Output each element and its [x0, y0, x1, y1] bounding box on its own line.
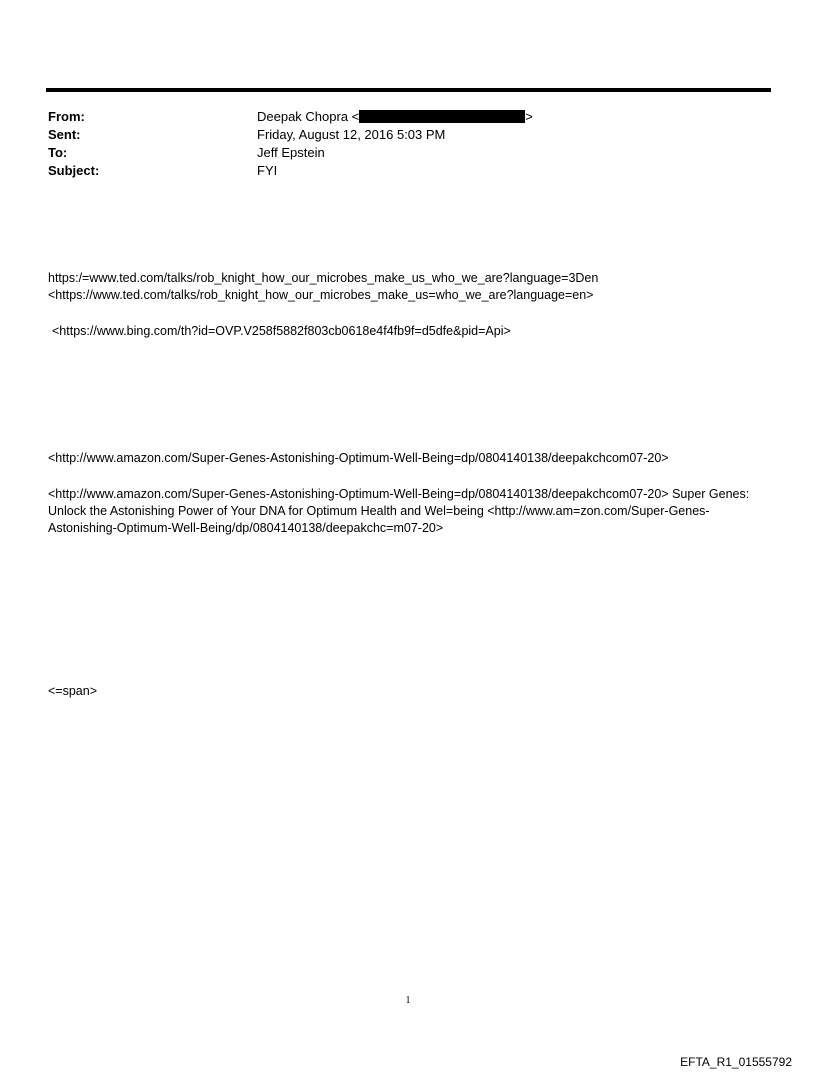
body-line-span: <=span>	[48, 684, 98, 698]
to-value: Jeff Epstein	[257, 145, 325, 160]
sent-row	[48, 126, 773, 144]
subject-row	[48, 162, 773, 180]
from-row	[48, 108, 773, 126]
from-tail: >	[525, 109, 533, 124]
page-number: 1	[405, 995, 411, 1006]
body-paragraph-amazon: <http://www.amazon.com/Super-Genes-Astonishing-Optimum-Well-Being=dp/0804140138/deepakchcom07-20> Super Genes: Unlock the Astonishing Power of Your DNA for Optimum Health and Wel=being <http://www.am=zon.com/Super-Genes-Astonishing-Optimum-Well-Being/dp/0804140138/deepakchc=m07-20>	[48, 487, 750, 535]
sent-label: Sent:	[48, 127, 81, 142]
redaction-box	[359, 110, 525, 123]
sent-value: Friday, August 12, 2016 5:03 PM	[257, 127, 446, 142]
to-label: To:	[48, 145, 68, 160]
header-rule	[46, 88, 771, 92]
body-line-amazon-1: <http://www.amazon.com/Super-Genes-Astonishing-Optimum-Well-Being=dp/0804140138/deepakchcom07-20>	[48, 451, 669, 465]
body-line-ted-1: https:/=www.ted.com/talks/rob_knight_how_our_microbes_make_us_who_we_are?language=3Den	[48, 271, 599, 285]
document-id-stamp: EFTA_R1_01555792	[680, 1055, 792, 1069]
subject-label: Subject:	[48, 163, 100, 178]
subject-value: FYI	[257, 163, 278, 178]
from-label: From:	[48, 109, 85, 124]
to-row	[48, 144, 773, 162]
from-name: Deepak Chopra <	[257, 109, 360, 124]
body-line-ted-2: <https://www.ted.com/talks/rob_knight_how_our_microbes_make_us=who_we_are?language=en>	[48, 288, 594, 302]
email-header	[48, 108, 773, 180]
body-line-bing: <https://www.bing.com/th?id=OVP.V258f5882f803cb0618e4f4fb9f=d5dfe&pid=Api>	[52, 324, 511, 338]
from-value	[257, 108, 533, 126]
